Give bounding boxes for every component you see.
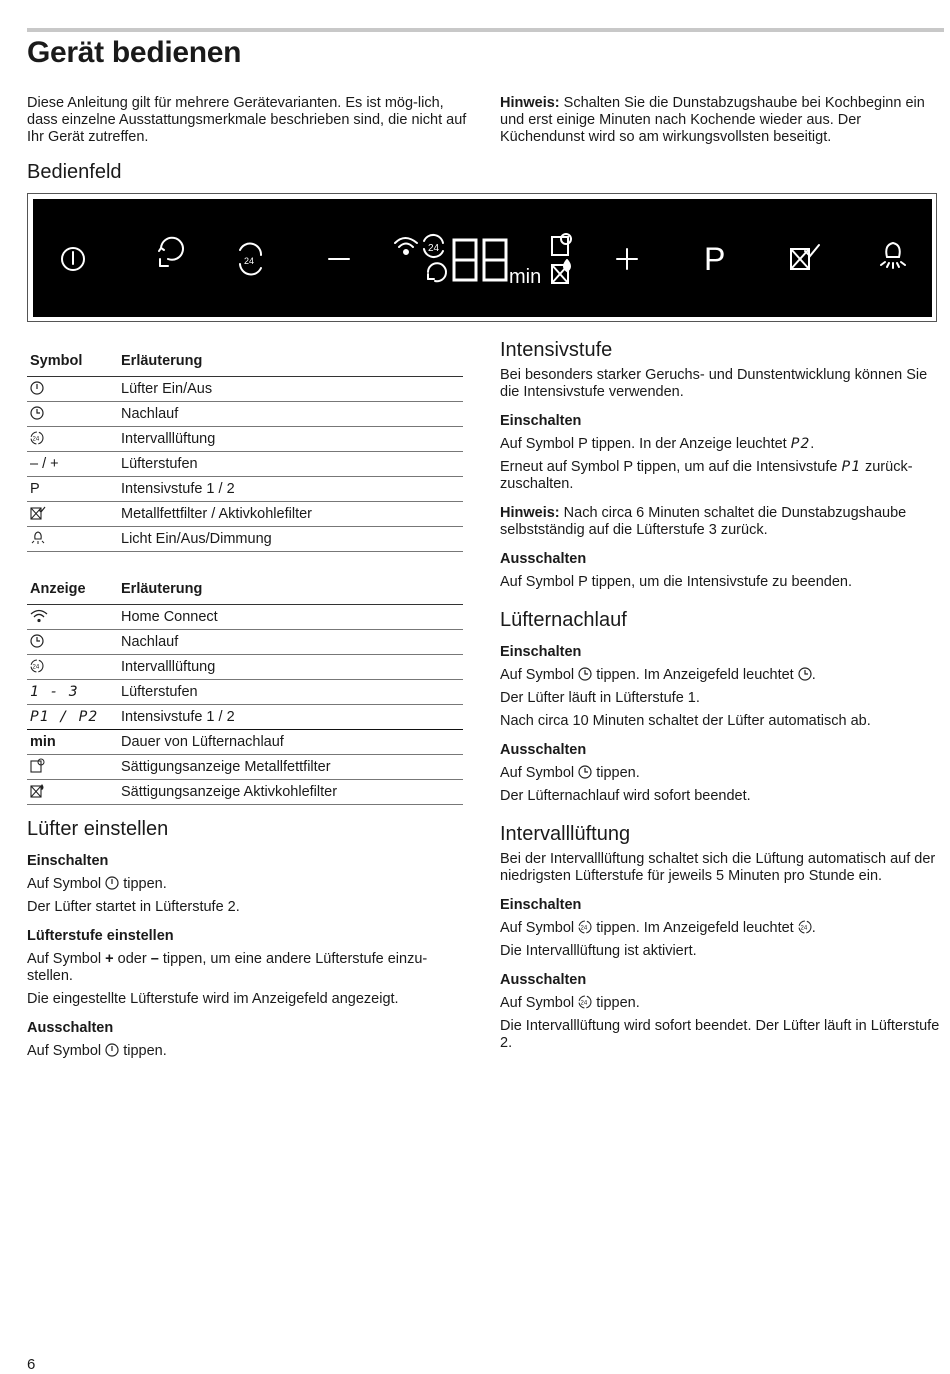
table-row	[27, 780, 463, 805]
table-row	[27, 655, 463, 680]
control-panel	[33, 199, 932, 317]
hint-label: Hinweis:	[500, 505, 560, 521]
interval-24-icon	[30, 659, 44, 673]
interval-24-icon	[578, 920, 592, 934]
intervall-on-line2: Die Intervalllüftung ist aktiviert.	[500, 943, 697, 959]
nachlauf-off-line1: Auf Symbol tippen.	[500, 765, 640, 781]
luefter-on-line1: Auf Symbol tippen.	[27, 876, 167, 892]
table-header-display: Anzeige	[27, 576, 118, 605]
table-row	[27, 680, 463, 705]
left-column	[27, 348, 463, 1060]
row-text: Intervalllüftung	[118, 427, 463, 452]
light-icon	[30, 531, 46, 545]
timer-icon	[798, 667, 812, 681]
segment-1-3: 1 - 3	[27, 680, 118, 705]
section-title-nachlauf: Lüfternachlauf	[500, 609, 627, 631]
intensiv-off-line1: Auf Symbol P tippen, um die Intensivstufe zu beenden.	[500, 574, 852, 590]
table-row	[27, 755, 463, 780]
interval-24-icon	[30, 431, 44, 445]
power-icon	[30, 381, 44, 395]
nachlauf-on-line3: Nach circa 10 Minuten schaltet der Lüfter automatisch ab.	[500, 713, 871, 729]
subhead-ausschalten: Ausschalten	[27, 1020, 114, 1036]
intensiv-on-line1: Auf Symbol P tippen. In der Anzeige leuchtet P2.	[500, 436, 815, 452]
min-label: min	[30, 733, 56, 750]
row-text: Nachlauf	[118, 402, 463, 427]
intro-text: Diese Anleitung gilt für mehrere Gerätevarianten. Es ist mög-lich, dass einzelne Ausstattungsmerkmale beschrieben sind, die nicht auf Ihr Gerät zutreffen.	[27, 95, 467, 145]
intensiv-intro: Bei besonders starker Geruchs- und Dunstentwicklung können Sie die Intensivstufe verwenden.	[500, 367, 928, 400]
intensiv-hint: Hinweis: Nach circa 6 Minuten schaltet die Dunstabzugshaube selbstständig auf die Lüfterstufe 3 zurück.	[500, 505, 907, 538]
light-icon[interactable]	[881, 243, 905, 268]
interval-24-icon	[578, 995, 592, 1009]
timer-icon	[30, 406, 44, 420]
hint-label: Hinweis:	[500, 95, 560, 111]
timer-icon	[578, 667, 592, 681]
svg-text:24: 24	[244, 256, 255, 266]
row-text: Intensivstufe 1 / 2	[118, 477, 463, 502]
row-text: Intervalllüftung	[118, 655, 463, 680]
wifi-icon	[30, 609, 48, 623]
wifi-icon	[395, 238, 417, 254]
interval-display-icon	[424, 235, 443, 257]
hint-text: Schalten Sie die Dunstabzugshaube bei Kochbeginn ein und erst einige Minuten nach Kochende wieder aus. Der Küchendunst wird so am wirkungsvollsten beseitigt.	[500, 95, 925, 145]
minus-plus-symbol: – / +	[27, 452, 118, 477]
intervall-on-line1: Auf Symbol 24 tippen. Im Anzeigefeld leuchtet 24 .	[500, 920, 816, 936]
carbon-filter-saturation-icon	[30, 783, 46, 798]
row-text: Home Connect	[118, 605, 463, 630]
section-title-intensiv: Intensivstufe	[500, 339, 613, 361]
display-unit-min: min	[509, 266, 542, 288]
subhead-einschalten: Einschalten	[27, 853, 109, 869]
power-icon[interactable]	[62, 248, 84, 270]
svg-text:24: 24	[580, 1000, 588, 1007]
page-number: 6	[27, 1356, 36, 1373]
timer-icon	[30, 634, 44, 648]
plus-icon[interactable]	[617, 249, 637, 269]
symbol-table	[27, 348, 463, 552]
power-icon	[105, 876, 119, 890]
intro-hint	[500, 95, 944, 146]
svg-text:24: 24	[32, 436, 40, 442]
row-text: Lüfter Ein/Aus	[118, 377, 463, 402]
intervall-off-line1: Auf Symbol 24 tippen.	[500, 995, 640, 1011]
grease-filter-saturation-icon	[30, 758, 46, 773]
svg-text:24: 24	[32, 664, 40, 670]
carbon-filter-saturation-icon	[552, 260, 570, 283]
row-text: Lüfterstufen	[118, 452, 463, 477]
table-row	[27, 705, 463, 730]
timer-icon[interactable]	[159, 238, 183, 266]
subhead-einschalten: Einschalten	[500, 897, 582, 913]
segment-p1-p2: P1 / P2	[27, 705, 118, 730]
table-header-explanation: Erläuterung	[118, 576, 463, 605]
grease-filter-saturation-icon	[552, 234, 571, 255]
timer-display-icon	[428, 263, 446, 281]
svg-text:24: 24	[800, 925, 807, 932]
table-row	[27, 502, 463, 527]
p-symbol: P	[27, 477, 118, 502]
row-text: Nachlauf	[118, 630, 463, 655]
row-text: Licht Ein/Aus/Dimmung	[118, 527, 463, 552]
row-text: Lüfterstufen	[118, 680, 463, 705]
interval-24-icon[interactable]	[240, 244, 261, 275]
subhead-ausschalten: Ausschalten	[500, 742, 587, 758]
min-symbol	[27, 730, 118, 755]
subhead-ausschalten: Ausschalten	[500, 551, 587, 567]
nachlauf-on-line2: Der Lüfter läuft in Lüfterstufe 1.	[500, 690, 700, 706]
intensiv-on-line2: Erneut auf Symbol P tippen, um auf die Intensivstufe P1 zurück-zuschalten.	[500, 459, 913, 492]
table-row	[27, 427, 463, 452]
intervall-off-line2: Die Intervalllüftung wird sofort beendet. Der Lüfter läuft in Lüfterstufe 2.	[500, 1018, 940, 1051]
table-row	[27, 605, 463, 630]
interval-24-icon	[798, 920, 812, 934]
row-text: Sättigungsanzeige Metallfettfilter	[118, 755, 463, 780]
section-title-intervall: Intervalllüftung	[500, 823, 631, 845]
table-row	[27, 377, 463, 402]
display-table	[27, 576, 463, 805]
table-row	[27, 730, 463, 755]
nachlauf-off-line2: Der Lüfternachlauf wird sofort beendet.	[500, 788, 751, 804]
row-text: Sättigungsanzeige Aktivkohlefilter	[118, 780, 463, 805]
segment-p2: P2	[790, 436, 811, 452]
power-icon	[105, 1043, 119, 1057]
subhead-luefterstufe: Lüfterstufe einstellen	[27, 928, 174, 944]
table-row	[27, 477, 463, 502]
row-text: Metallfettfilter / Aktivkohlefilter	[118, 502, 463, 527]
table-row	[27, 527, 463, 552]
luefter-stufe-line1: Auf Symbol + oder – tippen, um eine andere Lüfterstufe einzu-stellen.	[27, 951, 428, 984]
svg-text:24: 24	[428, 243, 440, 254]
luefter-stufe-line2: Die eingestellte Lüfterstufe wird im Anzeigefeld angezeigt.	[27, 991, 399, 1007]
luefter-off-line1: Auf Symbol tippen.	[27, 1043, 167, 1059]
right-column	[500, 338, 944, 1052]
intervall-intro: Bei der Intervalllüftung schaltet sich die Lüftung automatisch auf der niedrigsten Lüfterstufe für jeweils 5 Minuten pro Stunde ein.	[500, 851, 936, 884]
page-title: Gerät bedienen	[27, 36, 242, 69]
nachlauf-on-line1: Auf Symbol tippen. Im Anzeigefeld leuchtet .	[500, 667, 816, 683]
row-text: Intensivstufe 1 / 2	[118, 705, 463, 730]
subhead-einschalten: Einschalten	[500, 644, 582, 660]
table-header-explanation: Erläuterung	[118, 348, 463, 377]
row-text: Dauer von Lüfternachlauf	[118, 730, 463, 755]
timer-icon	[578, 765, 592, 779]
svg-text:24: 24	[580, 925, 588, 932]
p-intensive-button[interactable]: P	[704, 241, 726, 277]
luefter-on-line2: Der Lüfter startet in Lüfterstufe 2.	[27, 899, 240, 915]
filter-icon[interactable]	[791, 245, 819, 269]
subhead-ausschalten: Ausschalten	[500, 972, 587, 988]
section-title-luefter: Lüfter einstellen	[27, 818, 169, 840]
seven-segment-digits	[454, 240, 506, 280]
filter-icon	[30, 506, 46, 520]
segment-p1: P1	[841, 459, 861, 475]
table-row	[27, 402, 463, 427]
subhead-einschalten: Einschalten	[500, 413, 582, 429]
section-title-bedienfeld: Bedienfeld	[27, 161, 122, 183]
table-row	[27, 630, 463, 655]
table-row	[27, 452, 463, 477]
top-rule	[27, 28, 944, 32]
table-header-symbol: Symbol	[27, 348, 118, 377]
